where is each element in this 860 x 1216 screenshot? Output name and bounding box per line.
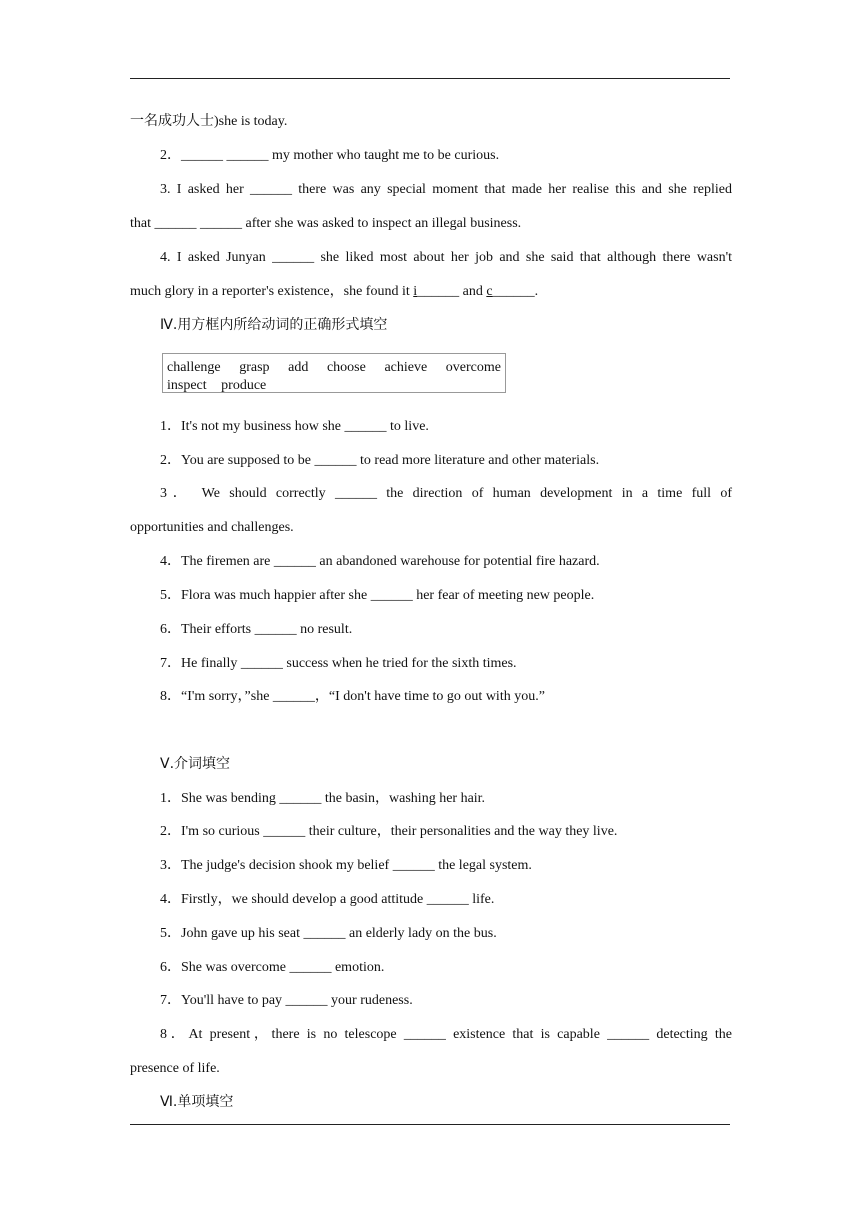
question-item-continuation: presence of life. [130,1061,220,1076]
word: produce [221,378,267,393]
question-item-continuation: that ______ ______ after she was asked to inspect an illegal business. [130,216,522,231]
question-item: 1．It's not my business how she ______ to live. [160,419,429,434]
question-item: 3． We should correctly ______ the direction of human development in a time full of [160,486,732,501]
question-item: 1．She was bending ______ the basin，washing her hair. [160,791,486,806]
question-item: 8．At present，there is no telescope ______ existence that is capable ______ detecting the [160,1027,732,1042]
question-item: 2．I'm so curious ______ their culture，their personalities and the way they live. [160,824,618,839]
word: add [288,360,309,375]
text-span: ______. [492,284,539,299]
question-item: 4．The firemen are ______ an abandoned warehouse for potential fire hazard. [160,554,600,569]
question-item: 4. I asked Junyan ______ she liked most about her job and she said that although there wasn't [160,250,732,265]
question-item: 6．Their efforts ______ no result. [160,622,353,637]
section-heading: Ⅴ.介词填空 [160,756,231,772]
question-item: 5．John gave up his seat ______ an elderly lady on the bus. [160,926,497,941]
text-line: 一名成功人士)she is today. [130,114,288,129]
question-item: 7．He finally ______ success when he tried for the sixth times. [160,656,517,671]
word: choose [326,360,366,375]
header-rule [130,78,730,79]
text-span: much glory in a reporter's existence，she found it [130,284,414,299]
question-item: 2．______ ______ my mother who taught me to be curious. [160,148,500,163]
word: achieve [384,360,428,375]
word: inspect [167,378,207,393]
question-item: 3．The judge's decision shook my belief ______ the legal system. [160,858,532,873]
footer-rule [130,1124,730,1125]
question-item: 6．She was overcome ______ emotion. [160,960,385,975]
word: challenge [167,360,221,375]
section-heading: Ⅳ.用方框内所给动词的正确形式填空 [160,317,388,333]
question-item-continuation [130,283,732,301]
word-box [162,353,506,393]
question-item-continuation: opportunities and challenges. [130,520,294,535]
hint-letter-i: i [413,284,418,299]
question-item: 7．You'll have to pay ______ your rudeness. [160,993,413,1008]
text-span: ______ and [417,284,487,299]
question-item: 3. I asked her ______ there was any special moment that made her realise this and she replied [160,182,732,197]
question-item: 5．Flora was much happier after she ______ her fear of meeting new people. [160,588,595,603]
word: grasp [239,360,270,375]
section-heading: Ⅵ.单项填空 [160,1094,234,1110]
hint-letter-c: c [486,284,493,299]
word: overcome [445,360,501,375]
question-item: 8．“I'm sorry，”she ______，“I don't have time to go out with you.” [160,689,545,704]
question-item: 4．Firstly，we should develop a good attitude ______ life. [160,892,495,907]
question-item: 2．You are supposed to be ______ to read more literature and other materials. [160,453,600,468]
